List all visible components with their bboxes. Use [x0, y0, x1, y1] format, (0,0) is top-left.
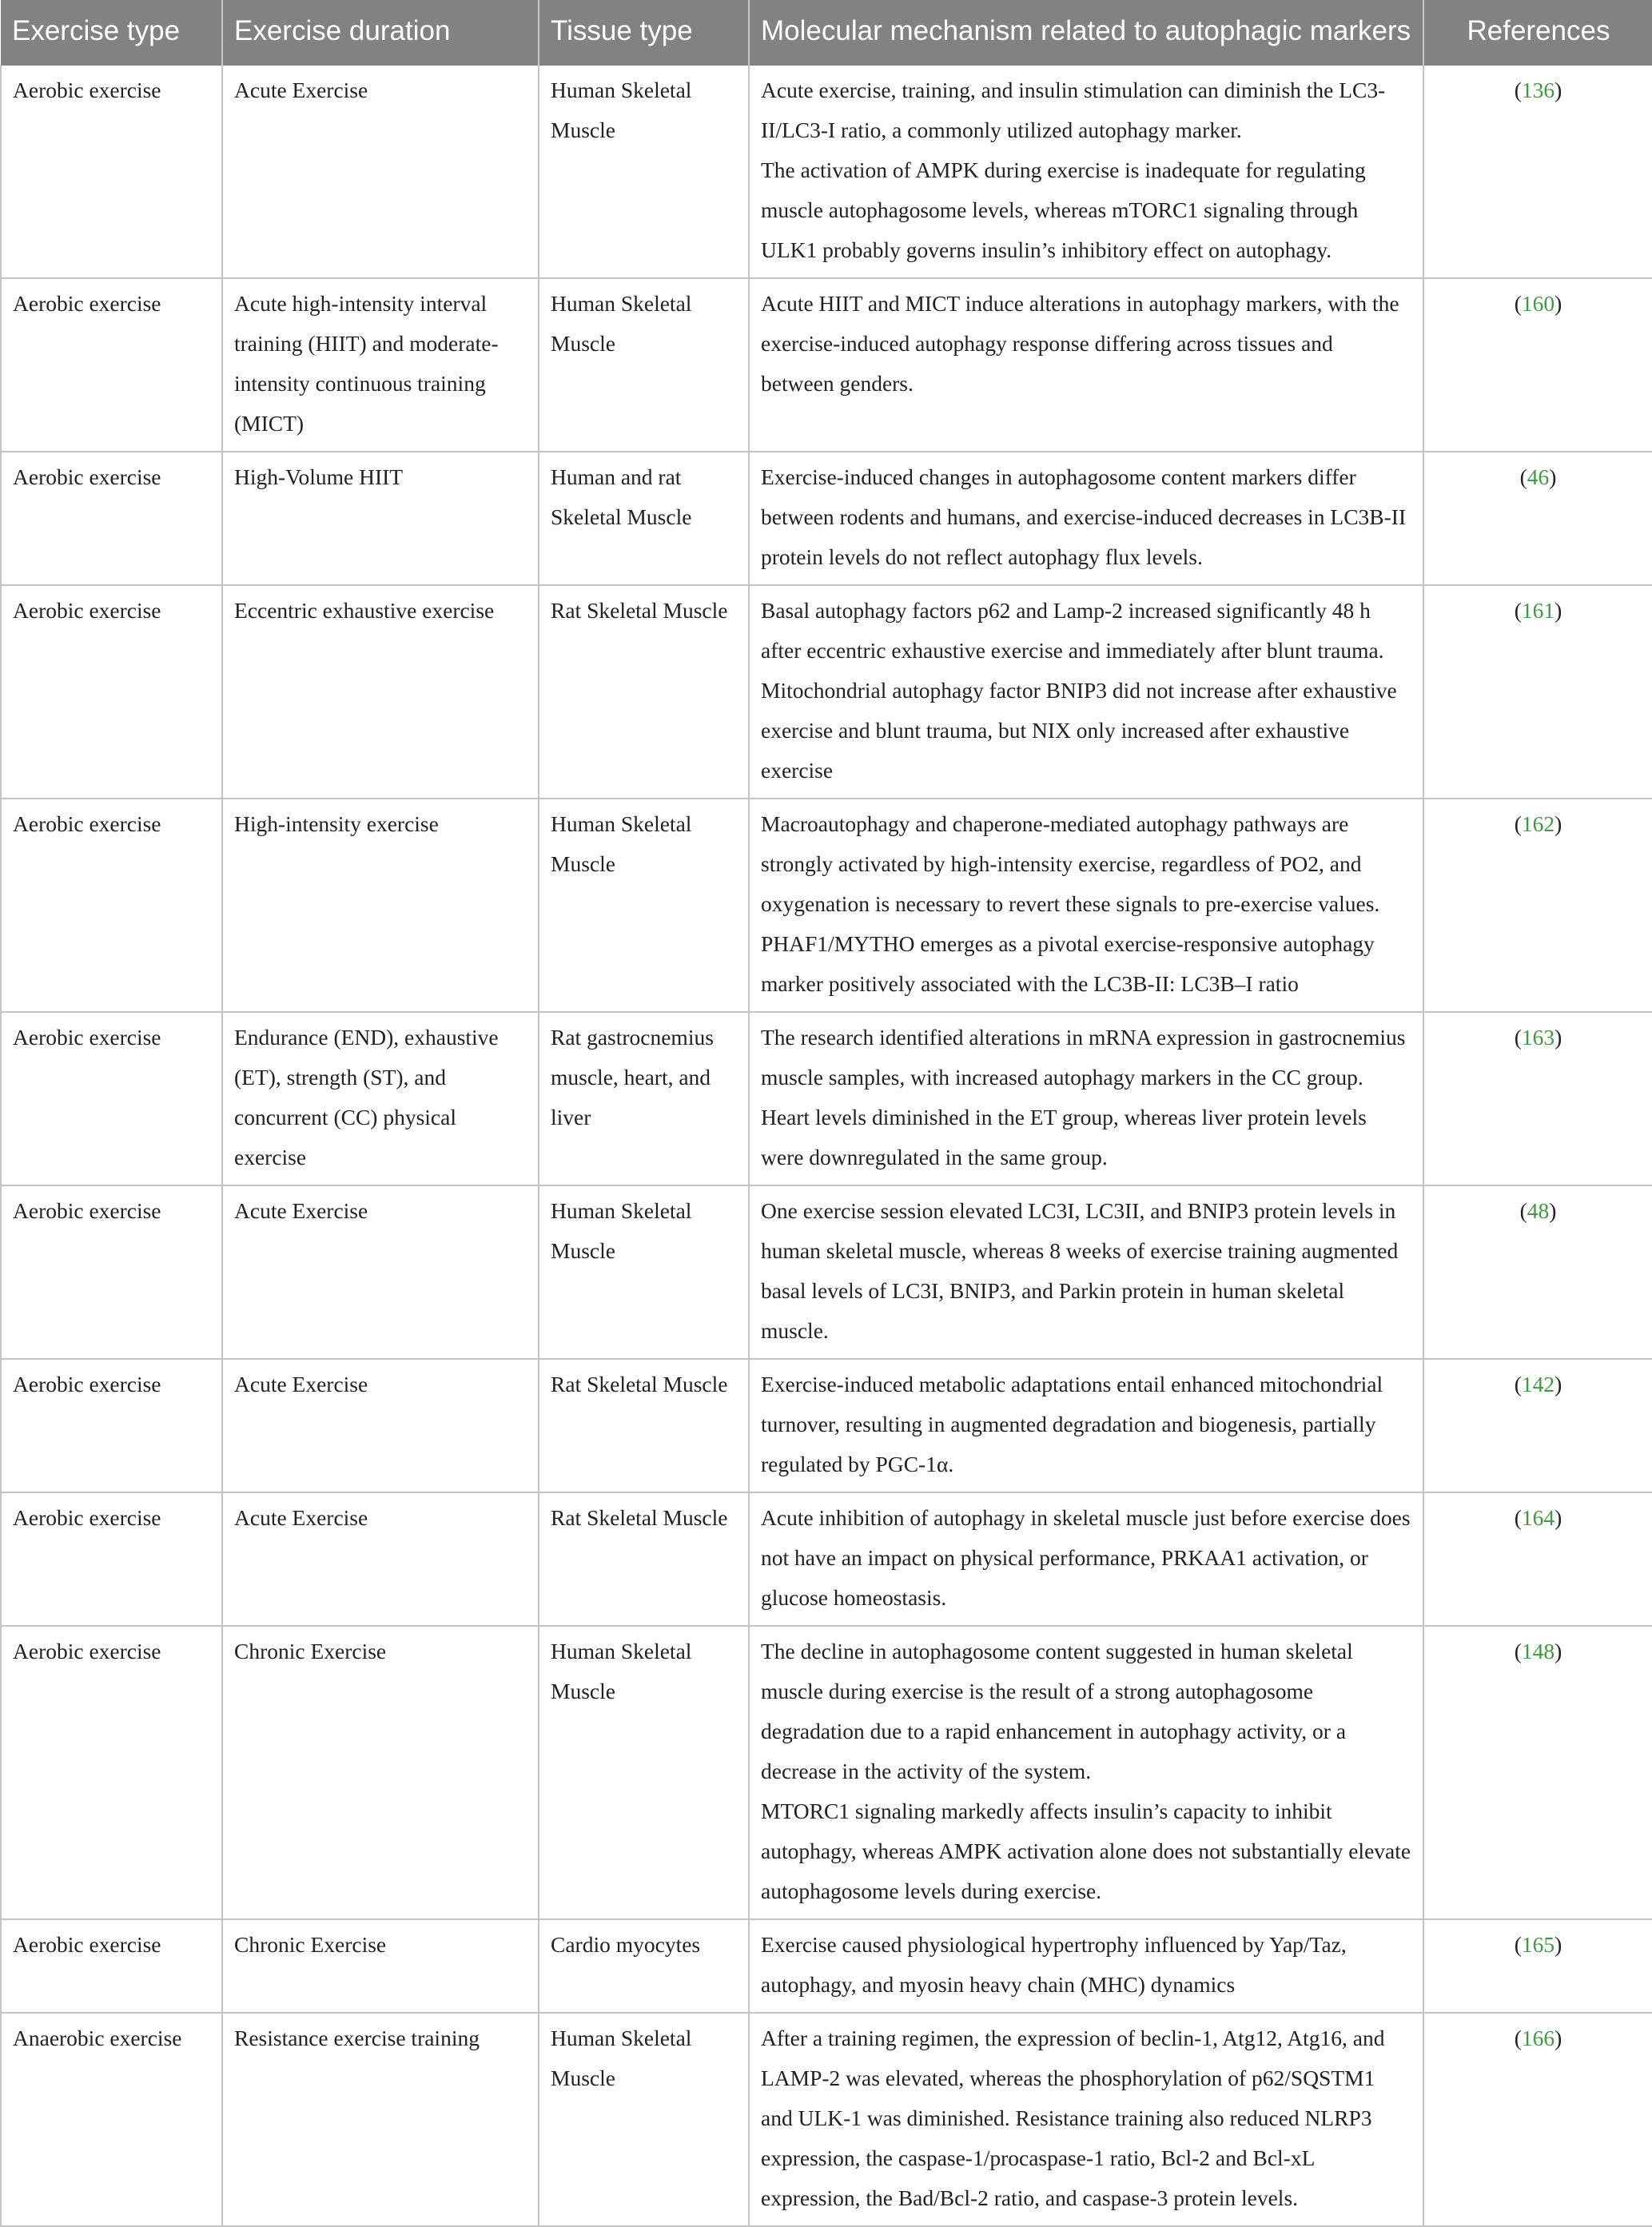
ref-open-bracket: (	[1514, 78, 1522, 102]
mechanism-paragraph: Acute HIIT and MICT induce alterations in autophagy markers, with the exercise-induced autophagy response differing across tissues and between genders.	[761, 291, 1399, 396]
cell-reference	[1423, 1185, 1652, 1359]
cell-mechanism	[749, 2013, 1423, 2226]
mechanism-paragraph: Acute exercise, training, and insulin stimulation can diminish the LC3-II/LC3-I ratio, a commonly utilized autophagy marker.	[761, 78, 1386, 142]
cell-mechanism	[749, 66, 1423, 278]
cell-tissue-type: Cardio myocytes	[539, 1919, 749, 2013]
mechanism-paragraph: Macroautophagy and chaperone-mediated autophagy pathways are strongly activated by high-intensity exercise, regardless of PO2, and oxygenation is necessary to revert these signals to pre-exercise values.	[761, 811, 1380, 916]
mechanism-paragraph: PHAF1/MYTHO emerges as a pivotal exercise-responsive autophagy marker positively associated with the LC3B-II: LC3B–I ratio	[761, 931, 1375, 996]
cell-exercise-duration: Acute Exercise	[222, 1492, 539, 1626]
mechanism-paragraph: Mitochondrial autophagy factor BNIP3 did not increase after exhaustive exercise and blunt trauma, but NIX only increased after exhaustive exercise	[761, 678, 1397, 783]
cell-exercise-duration: Resistance exercise training	[222, 2013, 539, 2226]
table-row	[1, 278, 1652, 452]
ref-close-bracket: )	[1549, 464, 1557, 489]
cell-exercise-type: Aerobic exercise	[1, 1185, 222, 1359]
reference-link[interactable]: 165	[1521, 1932, 1555, 1957]
cell-exercise-type: Aerobic exercise	[1, 1626, 222, 1919]
cell-tissue-type: Rat Skeletal Muscle	[539, 1492, 749, 1626]
cell-mechanism	[749, 1359, 1423, 1492]
cell-tissue-type: Rat Skeletal Muscle	[539, 1359, 749, 1492]
cell-reference	[1423, 1359, 1652, 1492]
cell-reference	[1423, 1012, 1652, 1185]
cell-reference	[1423, 799, 1652, 1012]
cell-exercise-duration: Chronic Exercise	[222, 1626, 539, 1919]
ref-close-bracket: )	[1554, 1025, 1562, 1050]
mechanism-paragraph: The activation of AMPK during exercise is inadequate for regulating muscle autophagosome levels, whereas mTORC1 signaling through ULK1 probably governs insulin’s inhibitory effect on autophagy.	[761, 157, 1366, 262]
table-row	[1, 1626, 1652, 1919]
cell-reference	[1423, 585, 1652, 799]
table-row	[1, 2013, 1652, 2226]
header-exercise-duration: Exercise duration	[222, 0, 539, 66]
reference-link[interactable]: 161	[1521, 598, 1555, 623]
ref-close-bracket: )	[1554, 291, 1562, 316]
ref-close-bracket: )	[1554, 78, 1562, 102]
cell-tissue-type: Human Skeletal Muscle	[539, 66, 749, 278]
cell-tissue-type: Rat gastrocnemius muscle, heart, and liver	[539, 1012, 749, 1185]
reference-link[interactable]: 148	[1521, 1639, 1555, 1663]
table-row	[1, 1359, 1652, 1492]
ref-close-bracket: )	[1554, 1932, 1562, 1957]
cell-exercise-duration: Endurance (END), exhaustive (ET), strength (ST), and concurrent (CC) physical exercise	[222, 1012, 539, 1185]
cell-exercise-type: Aerobic exercise	[1, 1359, 222, 1492]
reference-link[interactable]: 166	[1521, 2026, 1555, 2050]
cell-mechanism	[749, 1919, 1423, 2013]
reference-link[interactable]: 142	[1521, 1372, 1555, 1396]
table-row	[1, 1185, 1652, 1359]
mechanism-paragraph: The decline in autophagosome content suggested in human skeletal muscle during exercise is the result of a strong autophagosome degradation due to a rapid enhancement in autophagy activity, or a decrease in the activity of the system.	[761, 1639, 1353, 1783]
cell-exercise-duration: High-Volume HIIT	[222, 452, 539, 585]
cell-mechanism	[749, 278, 1423, 452]
ref-open-bracket: (	[1514, 1025, 1522, 1050]
header-molecular-mechanism: Molecular mechanism related to autophagic markers	[749, 0, 1423, 66]
ref-close-bracket: )	[1554, 811, 1562, 836]
table-row	[1, 1919, 1652, 2013]
ref-close-bracket: )	[1554, 1505, 1562, 1530]
cell-exercise-type: Aerobic exercise	[1, 799, 222, 1012]
cell-tissue-type: Human Skeletal Muscle	[539, 2013, 749, 2226]
cell-reference	[1423, 1492, 1652, 1626]
ref-close-bracket: )	[1549, 1198, 1557, 1223]
table-row	[1, 799, 1652, 1012]
ref-open-bracket: (	[1514, 2026, 1522, 2050]
cell-reference	[1423, 452, 1652, 585]
header-row	[1, 0, 1652, 66]
reference-link[interactable]: 136	[1521, 78, 1555, 102]
table-header	[1, 0, 1652, 66]
cell-mechanism	[749, 1185, 1423, 1359]
table-row	[1, 66, 1652, 278]
ref-close-bracket: )	[1554, 1639, 1562, 1663]
ref-open-bracket: (	[1514, 1505, 1522, 1530]
reference-link[interactable]: 163	[1521, 1025, 1555, 1050]
cell-exercise-duration: Acute Exercise	[222, 1185, 539, 1359]
mechanism-paragraph: After a training regimen, the expression of beclin-1, Atg12, Atg16, and LAMP-2 was elevated, whereas the phosphorylation of p62/SQSTM1 and ULK-1 was diminished. Resistance training also reduced NLRP3 expression, the caspase-1/procaspase-1 ratio, Bcl-2 and Bcl-xL expression, the Bad/Bcl-2 ratio, and caspase-3 protein levels.	[761, 2026, 1385, 2210]
cell-exercise-type: Aerobic exercise	[1, 585, 222, 799]
ref-open-bracket: (	[1514, 1932, 1522, 1957]
cell-exercise-duration: Eccentric exhaustive exercise	[222, 585, 539, 799]
ref-open-bracket: (	[1514, 811, 1522, 836]
mechanism-paragraph: One exercise session elevated LC3I, LC3II, and BNIP3 protein levels in human skeletal muscle, whereas 8 weeks of exercise training augmented basal levels of LC3I, BNIP3, and Parkin protein in human skeletal muscle.	[761, 1198, 1399, 1343]
mechanism-paragraph: Basal autophagy factors p62 and Lamp-2 increased significantly 48 h after eccentric exhaustive exercise and immediately after blunt trauma.	[761, 598, 1384, 663]
cell-reference	[1423, 278, 1652, 452]
reference-link[interactable]: 160	[1521, 291, 1555, 316]
cell-exercise-type: Aerobic exercise	[1, 452, 222, 585]
cell-mechanism	[749, 1626, 1423, 1919]
mechanism-paragraph: MTORC1 signaling markedly affects insulin’s capacity to inhibit autophagy, whereas AMPK activation alone does not substantially elevate autophagosome levels during exercise.	[761, 1799, 1411, 1903]
ref-close-bracket: )	[1554, 598, 1562, 623]
table-body	[1, 66, 1652, 2226]
cell-mechanism	[749, 1492, 1423, 1626]
table-row	[1, 1492, 1652, 1626]
cell-exercise-type: Aerobic exercise	[1, 1012, 222, 1185]
ref-open-bracket: (	[1514, 1639, 1522, 1663]
cell-reference	[1423, 66, 1652, 278]
ref-close-bracket: )	[1554, 1372, 1562, 1396]
table-row	[1, 585, 1652, 799]
mechanism-paragraph: Exercise-induced changes in autophagosome content markers differ between rodents and humans, and exercise-induced decreases in LC3B-II protein levels do not reflect autophagy flux levels.	[761, 464, 1407, 569]
reference-link[interactable]: 164	[1521, 1505, 1555, 1530]
table-row	[1, 452, 1652, 585]
ref-open-bracket: (	[1514, 291, 1522, 316]
cell-reference	[1423, 1919, 1652, 2013]
cell-tissue-type: Human Skeletal Muscle	[539, 1626, 749, 1919]
mechanism-paragraph: The research identified alterations in mRNA expression in gastrocnemius muscle samples, with increased autophagy markers in the CC group. Heart levels diminished in the ET group, whereas liver protein levels were downregulated in the same group.	[761, 1025, 1406, 1169]
header-tissue-type: Tissue type	[539, 0, 749, 66]
ref-open-bracket: (	[1519, 1198, 1527, 1223]
cell-mechanism	[749, 585, 1423, 799]
header-references: References	[1423, 0, 1652, 66]
mechanism-paragraph: Exercise caused physiological hypertrophy influenced by Yap/Taz, autophagy, and myosin heavy chain (MHC) dynamics	[761, 1932, 1347, 1997]
mechanism-paragraph: Acute inhibition of autophagy in skeletal muscle just before exercise does not have an impact on physical performance, PRKAA1 activation, or glucose homeostasis.	[761, 1505, 1411, 1610]
cell-exercise-duration: Chronic Exercise	[222, 1919, 539, 2013]
cell-mechanism	[749, 799, 1423, 1012]
cell-exercise-duration: Acute Exercise	[222, 66, 539, 278]
cell-exercise-type: Anaerobic exercise	[1, 2013, 222, 2226]
cell-exercise-type: Aerobic exercise	[1, 1492, 222, 1626]
reference-link[interactable]: 162	[1521, 811, 1555, 836]
cell-exercise-type: Aerobic exercise	[1, 278, 222, 452]
header-exercise-type: Exercise type	[1, 0, 222, 66]
ref-open-bracket: (	[1514, 598, 1522, 623]
cell-exercise-duration: Acute high-intensity interval training (HIIT) and moderate-intensity continuous training (MICT)	[222, 278, 539, 452]
cell-tissue-type: Human Skeletal Muscle	[539, 1185, 749, 1359]
cell-exercise-duration: Acute Exercise	[222, 1359, 539, 1492]
table-row	[1, 1012, 1652, 1185]
cell-exercise-type: Aerobic exercise	[1, 1919, 222, 2013]
ref-close-bracket: )	[1554, 2026, 1562, 2050]
ref-open-bracket: (	[1514, 1372, 1522, 1396]
mechanism-paragraph: Exercise-induced metabolic adaptations entail enhanced mitochondrial turnover, resulting in augmented degradation and biogenesis, partially regulated by PGC-1α.	[761, 1372, 1383, 1476]
cell-mechanism	[749, 452, 1423, 585]
cell-reference	[1423, 1626, 1652, 1919]
cell-reference	[1423, 2013, 1652, 2226]
cell-tissue-type: Rat Skeletal Muscle	[539, 585, 749, 799]
cell-exercise-duration: High-intensity exercise	[222, 799, 539, 1012]
reference-link[interactable]: 46	[1527, 464, 1550, 489]
cell-tissue-type: Human Skeletal Muscle	[539, 278, 749, 452]
cell-tissue-type: Human Skeletal Muscle	[539, 799, 749, 1012]
cell-tissue-type: Human and rat Skeletal Muscle	[539, 452, 749, 585]
cell-exercise-type: Aerobic exercise	[1, 66, 222, 278]
cell-mechanism	[749, 1012, 1423, 1185]
ref-open-bracket: (	[1519, 464, 1527, 489]
reference-link[interactable]: 48	[1527, 1198, 1550, 1223]
